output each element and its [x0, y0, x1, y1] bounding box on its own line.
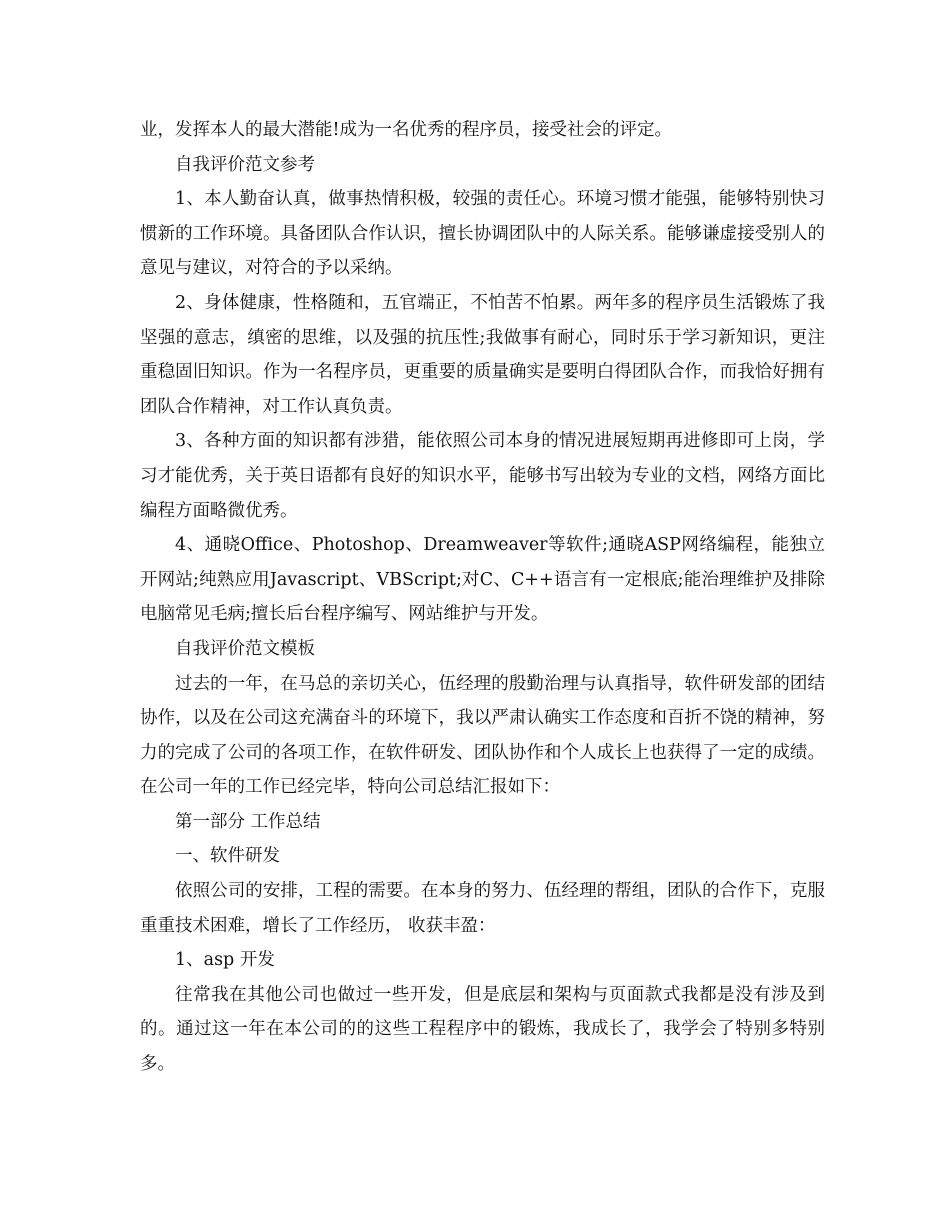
- list-heading-asp: 1、asp 开发: [175, 950, 275, 971]
- subsection-heading: 一、软件研发: [175, 846, 280, 867]
- paragraph-continuation: 业，发挥本人的最大潜能!成为一名优秀的程序员，接受社会的评定。: [140, 120, 673, 140]
- paragraph-asp: 往常我在其他公司也做过一些开发，但是底层和架构与页面款式我都是没有涉及到的。通过这一年在本公司的的这些工程程序中的锻炼，我成长了，我学会了特别多特别多。: [140, 984, 825, 1075]
- paragraph-item-1: 1、本人勤奋认真，做事热情积极，较强的责任心。环境习惯才能强，能够特别快习惯新的工作环境。具备团队合作认识，擅长协调团队中的人际关系。能够谦虚接受别人的意见与建议，对符合的予以采纳。: [140, 189, 825, 279]
- paragraph-intro: 过去的一年，在马总的亲切关心，伍经理的殷勤治理与认真指导，软件研发部的团结协作，以及在公司这充满奋斗的环境下，我以严肃认确实工作态度和百折不饶的精神，努力的完成了公司的各项工作，在软件研发、团队协作和个人成长上也获得了一定的成绩。在公司一年的工作已经完毕，特向公司总结汇报如下：: [140, 673, 825, 798]
- document-body: [140, 113, 825, 1082]
- paragraph-item-3: 3、各种方面的知识都有涉猎，能依照公司本身的情况进展短期再进修即可上岗，学习才能优秀，关于英日语都有良好的知识水平，能够书写出较为专业的文档，网络方面比编程方面略微优秀。: [140, 431, 825, 521]
- paragraph-item-4: 4、通晓Office、Photoshop、Dreamweaver等软件;通晓ASP网络编程，能独立开网站;纯熟应用Javascript、VBScript;对C、C++语言有一定根底;能治理维护及排除电脑常见毛病;擅长后台程序编写、网站维护与开发。: [140, 535, 825, 625]
- part-heading: 第一部分 工作总结: [175, 811, 321, 832]
- paragraph-research: 依照公司的安排，工程的需要。在本身的努力、伍经理的帮组，团队的合作下，克服重重技术困难，增长了工作经历， 收获丰盈：: [140, 881, 825, 936]
- section-heading-reference: 自我评价范文参考: [175, 154, 315, 175]
- paragraph-item-2: 2、身体健康，性格随和，五官端正，不怕苦不怕累。两年多的程序员生活锻炼了我坚强的意志，缜密的思维，以及强的抗压性;我做事有耐心，同时乐于学习新知识，更注重稳固旧知识。作为一名程序员，更重要的质量确实是要明白得团队合作，而我恰好拥有团队合作精神，对工作认真负责。: [140, 292, 825, 417]
- section-heading-template: 自我评价范文模板: [175, 638, 315, 659]
